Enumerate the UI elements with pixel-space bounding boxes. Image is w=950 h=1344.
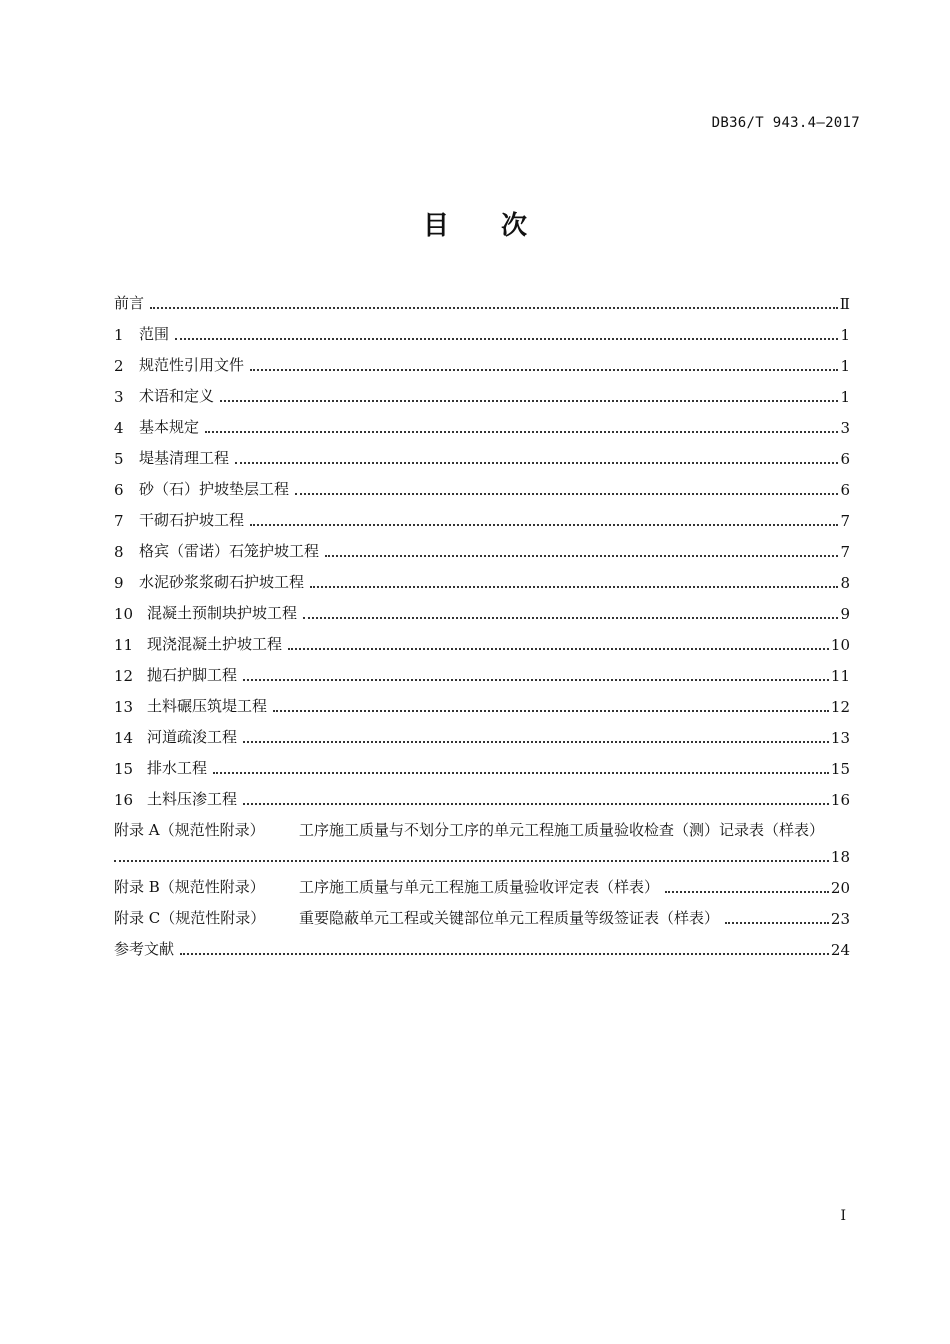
toc-label: 砂（石）护坡垫层工程 [139,480,290,498]
dot-leader [665,879,829,893]
dot-leader [325,543,838,557]
toc-number: 6 [114,481,124,499]
toc-page: 13 [830,729,850,747]
toc-page: 24 [830,941,850,959]
toc-entry[interactable] [114,530,850,561]
toc-label: 河道疏浚工程 [147,728,238,746]
toc-appendix-a[interactable] [114,809,850,840]
toc-number: 1 [114,326,124,344]
toc-entry[interactable] [114,654,850,685]
toc-label: 抛石护脚工程 [147,666,238,684]
dot-leader [150,295,838,309]
appendix-title: 工序施工质量与单元工程施工质量验收评定表（样表） [299,878,660,896]
toc-number: 2 [114,357,124,375]
toc-entry[interactable] [114,375,850,406]
toc-label: 水泥砂浆浆砌石护坡工程 [139,573,305,591]
page-title [0,205,950,242]
dot-leader [114,848,829,862]
toc-entry[interactable] [114,437,850,468]
toc-label: 规范性引用文件 [139,356,245,374]
toc-number: 8 [114,543,124,561]
toc-page: 18 [830,848,850,866]
toc-page: 7 [840,512,850,530]
toc-page: 1 [840,388,850,406]
toc-page: 1 [840,326,850,344]
toc-entry[interactable] [114,499,850,530]
dot-leader [273,698,829,712]
title-char-2: 次 [501,211,528,241]
toc-entry[interactable] [114,561,850,592]
toc-entry[interactable] [114,313,850,344]
toc-entry[interactable] [114,344,850,375]
toc-number: 5 [114,450,124,468]
toc-page: 11 [830,667,850,685]
dot-leader [213,760,829,774]
toc-page: 9 [840,605,850,623]
toc-number: 15 [114,760,134,778]
dot-leader [243,729,829,743]
dot-leader [243,791,829,805]
toc-label: 范围 [139,325,170,343]
toc-entry[interactable] [114,623,850,654]
toc-entry[interactable] [114,685,850,716]
dot-leader [205,419,838,433]
dot-leader [243,667,829,681]
toc-page: 7 [840,543,850,561]
toc-page: 10 [830,636,850,654]
toc-label: 土料碾压筑堤工程 [147,697,268,715]
appendix-prefix: 附录 C（规范性附录） [114,909,266,927]
toc-appendix-c[interactable] [114,897,850,928]
toc-number: 10 [114,605,134,623]
toc-number: 13 [114,698,134,716]
toc-page: 15 [830,760,850,778]
toc-number: 9 [114,574,124,592]
dot-leader [725,910,829,924]
toc-label: 现浇混凝土护坡工程 [147,635,283,653]
dot-leader [180,941,829,955]
table-of-contents [114,282,850,959]
toc-appendix-a-continued[interactable] [114,840,850,866]
toc-label: 排水工程 [147,759,208,777]
toc-appendix-b[interactable] [114,866,850,897]
toc-entry-preface[interactable] [114,282,850,313]
toc-page: 12 [830,698,850,716]
toc-label: 基本规定 [139,418,200,436]
toc-entry-references[interactable] [114,928,850,959]
dot-leader [295,481,838,495]
dot-leader [310,574,838,588]
toc-page: 6 [840,481,850,499]
toc-entry[interactable] [114,468,850,499]
toc-label: 参考文献 [114,940,175,958]
toc-page: 3 [840,419,850,437]
toc-number: 14 [114,729,134,747]
toc-label: 混凝土预制块护坡工程 [147,604,298,622]
toc-page: 23 [830,910,850,928]
toc-page: 20 [830,879,850,897]
toc-entry[interactable] [114,747,850,778]
toc-label: 土料压渗工程 [147,790,238,808]
toc-page: 1 [840,357,850,375]
appendix-prefix: 附录 B（规范性附录） [114,878,265,896]
appendix-title: 重要隐蔽单元工程或关键部位单元工程质量等级签证表（样表） [299,909,720,927]
toc-number: 4 [114,419,124,437]
toc-label: 堤基清理工程 [139,449,230,467]
toc-entry[interactable] [114,778,850,809]
dot-leader [288,636,829,650]
toc-number: 12 [114,667,134,685]
page-number: I [840,1208,846,1224]
dot-leader [303,605,838,619]
title-char-1: 目 [422,211,449,241]
toc-number: 3 [114,388,124,406]
toc-number: 11 [114,636,134,654]
standard-code: DB36/T 943.4—2017 [711,115,860,131]
toc-page: 8 [840,574,850,592]
toc-entry[interactable] [114,592,850,623]
toc-label: 干砌石护坡工程 [139,511,245,529]
appendix-title: 工序施工质量与不划分工序的单元工程施工质量验收检查（测）记录表（样表） [299,821,825,839]
toc-number: 7 [114,512,124,530]
toc-entry[interactable] [114,716,850,747]
toc-entry[interactable] [114,406,850,437]
dot-leader [175,326,838,340]
toc-page: Ⅱ [839,295,850,313]
toc-label: 前言 [114,294,145,312]
toc-label: 术语和定义 [139,387,215,405]
dot-leader [235,450,838,464]
toc-page: 16 [830,791,850,809]
toc-number: 16 [114,791,134,809]
dot-leader [220,388,838,402]
toc-page: 6 [840,450,850,468]
appendix-prefix: 附录 A（规范性附录） [114,821,265,839]
dot-leader [250,357,838,371]
toc-label: 格宾（雷诺）石笼护坡工程 [139,542,320,560]
dot-leader [250,512,838,526]
